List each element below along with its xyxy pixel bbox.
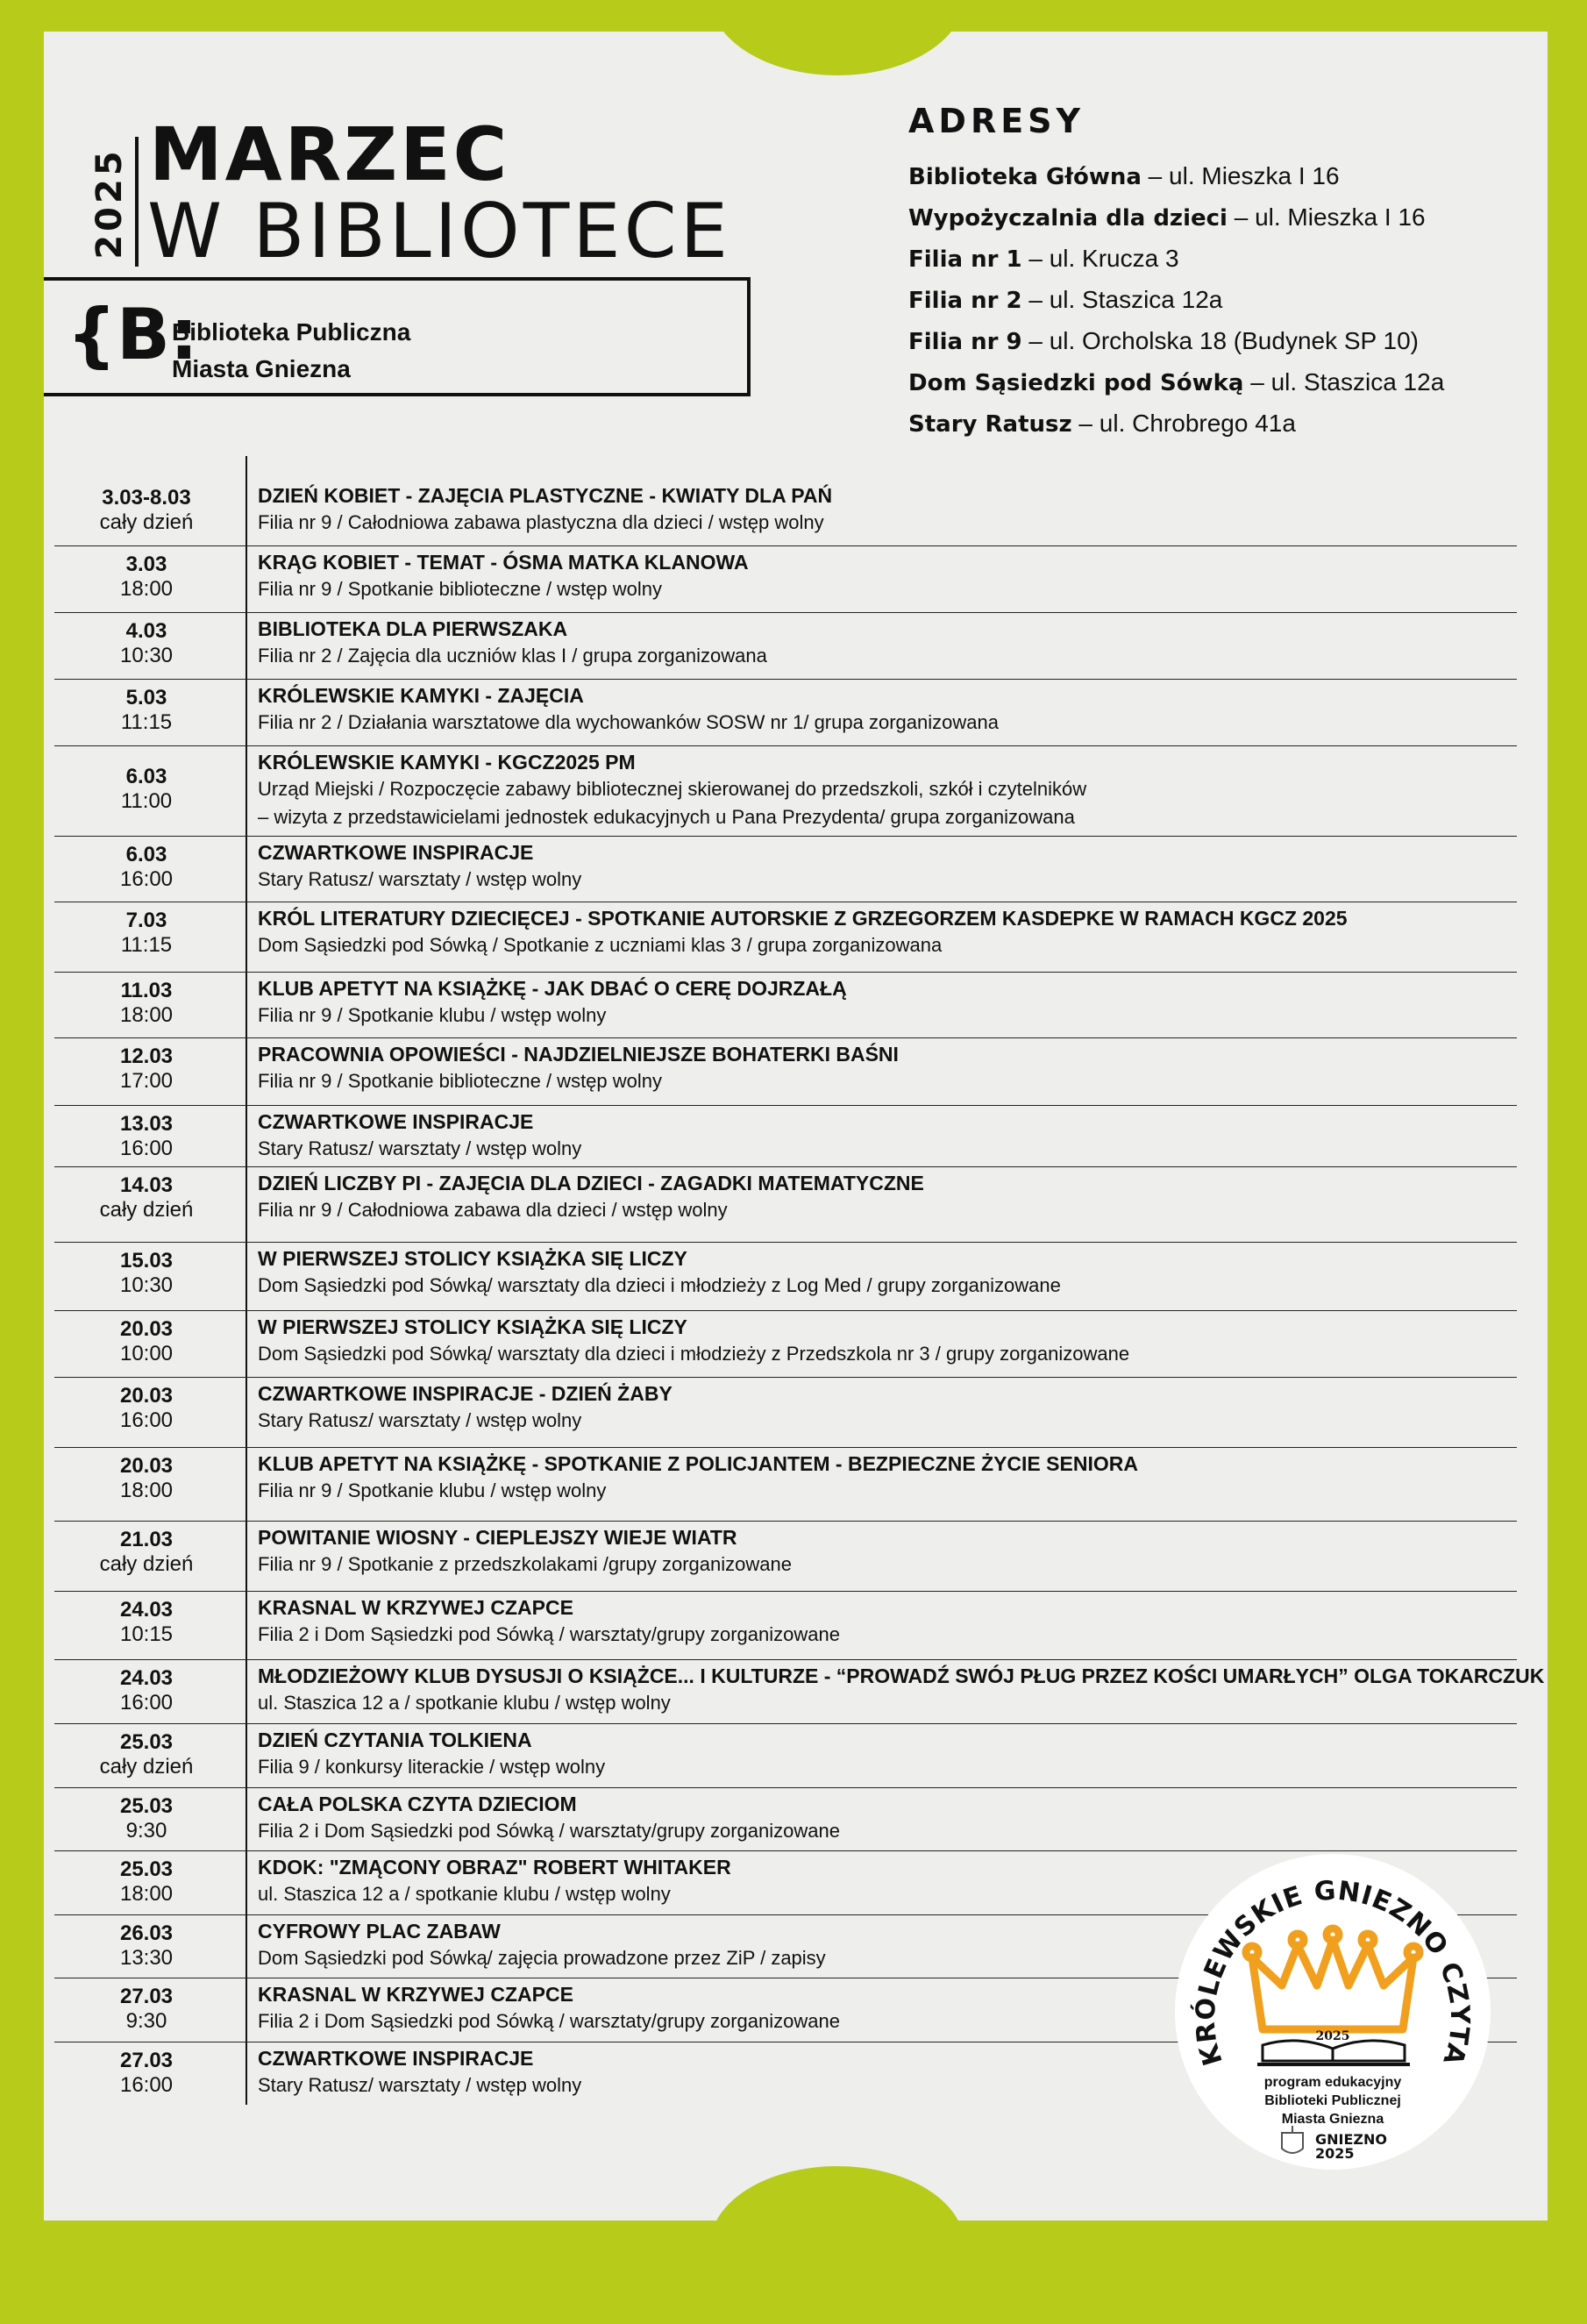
event-description: Filia nr 9 / Spotkanie klubu / wstęp wolny (258, 1004, 607, 1026)
address-street: – ul. Chrobrego 41a (1071, 410, 1296, 437)
event-description: Urząd Miejski / Rozpoczęcie zabawy bibliotecznej skierowanej do przedszkoli, szkół i czytelników (258, 778, 1087, 800)
event-date: 4.03 (125, 619, 167, 643)
event-title: CZWARTKOWE INSPIRACJE (258, 841, 534, 864)
event-title: KDOK: "ZMĄCONY OBRAZ" ROBERT WHITAKER (258, 1856, 731, 1878)
event-date-block (54, 686, 238, 735)
event-title: BIBLIOTEKA DLA PIERWSZAKA (258, 617, 568, 640)
event-title: W PIERWSZEJ STOLICY KSIĄŻKA SIĘ LICZY (258, 1247, 687, 1270)
library-logo-box (44, 277, 751, 396)
event-time: 16:00 (119, 867, 174, 891)
event-row (54, 1528, 1517, 1592)
event-date: 26.03 (119, 1921, 174, 1945)
event-time: 16:00 (119, 1137, 174, 1160)
address-item (908, 280, 1444, 321)
event-description: ul. Staszica 12 a / spotkanie klubu / wstęp wolny (258, 1692, 671, 1714)
event-date-block (54, 765, 238, 814)
event-time: 18:00 (119, 1003, 174, 1027)
event-date: 25.03 (119, 1857, 174, 1881)
address-item (908, 362, 1444, 403)
event-description: Filia nr 9 / Całodniowa zabawa dla dzieci / wstęp wolny (258, 1199, 728, 1221)
event-time: 9:30 (125, 1819, 167, 1843)
event-title: DZIEŃ KOBIET - ZAJĘCIA PLASTYCZNE - KWIATY DLA PAŃ (258, 484, 833, 507)
event-row (54, 1730, 1517, 1788)
event-date-block (54, 1528, 238, 1577)
address-location-name: Filia nr 2 (908, 288, 1022, 314)
open-book-icon (1257, 2041, 1410, 2064)
event-time: 18:00 (119, 1882, 174, 1906)
event-time: cały dzień (99, 510, 194, 534)
address-street: – ul. Orcholska 18 (Budynek SP 10) (1021, 327, 1419, 354)
event-row (54, 1454, 1517, 1522)
event-info (258, 1854, 731, 1908)
event-date: 25.03 (119, 1794, 174, 1818)
address-street: – ul. Staszica 12a (1243, 368, 1445, 396)
event-info (258, 1594, 840, 1649)
event-date: 13.03 (119, 1112, 174, 1136)
event-date-block (54, 619, 238, 668)
event-date-block (54, 1044, 238, 1094)
event-date: 14.03 (119, 1173, 174, 1197)
address-item (908, 403, 1444, 445)
badge-year: 2025 (1315, 2029, 1350, 2043)
event-date: 15.03 (119, 1249, 174, 1272)
event-date-block (54, 1173, 238, 1223)
event-row (54, 1665, 1545, 1724)
event-time: cały dzień (99, 1755, 194, 1779)
coat-of-arms-icon (1282, 2126, 1303, 2153)
address-item (908, 239, 1444, 280)
address-location-name: Biblioteka Główna (908, 164, 1142, 190)
badge-arc-text: KRÓLEWSKIE GNIEZNO CZYTA (1190, 1875, 1476, 2070)
event-date: 24.03 (119, 1598, 174, 1622)
event-info (258, 1245, 1061, 1300)
event-date-block (54, 909, 238, 958)
event-row (54, 1044, 1517, 1106)
event-description: Dom Sąsiedzki pod Sówką/ warsztaty dla dzieci i młodzieży z Log Med / grupy zorganizowane (258, 1274, 1061, 1296)
badge-program-line1: program edukacyjny (1263, 2075, 1402, 2090)
event-date-block (54, 1921, 238, 1971)
event-title: W PIERWSZEJ STOLICY KSIĄŻKA SIĘ LICZY (258, 1315, 687, 1338)
event-title: KRASNAL W KRZYWEJ CZAPCE (258, 1983, 573, 2006)
event-time: cały dzień (99, 1552, 194, 1576)
event-description: ul. Staszica 12 a / spotkanie klubu / wstęp wolny (258, 1883, 671, 1905)
event-time: 11:15 (120, 933, 173, 957)
event-time: 10:15 (119, 1622, 174, 1646)
event-row (54, 686, 1517, 746)
year-divider (135, 137, 139, 267)
event-row (54, 619, 1517, 680)
bottom-notch (710, 2166, 964, 2324)
event-title: KRÓL LITERATURY DZIECIĘCEJ - SPOTKANIE AUTORSKIE Z GRZEGORZEM KASDEPKE W RAMACH KGCZ 2025 (258, 907, 1348, 930)
event-info (258, 1170, 924, 1224)
badge-program-line2: Biblioteki Publicznej (1264, 2093, 1401, 2108)
event-info (258, 1380, 673, 1435)
event-description: Dom Sąsiedzki pod Sówką / Spotkanie z uczniami klas 3 / grupa zorganizowana (258, 934, 943, 956)
event-date-block (54, 1730, 238, 1779)
crown-icon (1246, 1928, 1420, 2029)
event-title: CYFROWY PLAC ZABAW (258, 1920, 501, 1943)
event-row (54, 1112, 1517, 1167)
address-location-name: Dom Sąsiedzki pod Sówką (908, 370, 1244, 396)
addresses-list (908, 156, 1444, 445)
event-date-block (54, 843, 238, 892)
event-info (258, 1451, 1138, 1505)
event-description: Filia nr 9 / Spotkanie biblioteczne / wstęp wolny (258, 1070, 663, 1092)
event-date: 21.03 (119, 1528, 174, 1551)
event-date: 7.03 (125, 909, 167, 932)
address-item (908, 156, 1444, 197)
address-street: – ul. Mieszka I 16 (1227, 203, 1426, 231)
event-description: Filia 9 / konkursy literackie / wstęp wolny (258, 1756, 606, 1778)
event-date-block (54, 1317, 238, 1366)
event-title: KRÓLEWSKIE KAMYKI - KGCZ2025 PM (258, 751, 636, 773)
event-row (54, 979, 1517, 1038)
event-title: KRASNAL W KRZYWEJ CZAPCE (258, 1596, 573, 1619)
event-time: 13:30 (119, 1946, 174, 1970)
event-date: 25.03 (119, 1730, 174, 1754)
event-date: 27.03 (119, 1985, 174, 2008)
event-date: 24.03 (119, 1666, 174, 1690)
event-time: 16:00 (119, 1691, 174, 1714)
event-time: cały dzień (99, 1198, 194, 1222)
event-date: 6.03 (125, 765, 167, 788)
event-row (54, 1598, 1517, 1660)
page-title-line1: MARZEC (149, 111, 510, 197)
event-date-block (54, 1384, 238, 1433)
event-time: 18:00 (119, 577, 174, 601)
event-description: Stary Ratusz/ warsztaty / wstęp wolny (258, 1137, 582, 1159)
event-row (54, 486, 1517, 546)
event-title: KLUB APETYT NA KSIĄŻKĘ - SPOTKANIE Z POLICJANTEM - BEZPIECZNE ŻYCIE SENIORA (258, 1452, 1138, 1475)
event-description: Stary Ratusz/ warsztaty / wstęp wolny (258, 2074, 582, 2096)
event-row (54, 909, 1517, 973)
event-date-block (54, 1454, 238, 1503)
event-description: Filia nr 9 / Spotkanie klubu / wstęp wolny (258, 1479, 607, 1501)
event-title: KRÓLEWSKIE KAMYKI - ZAJĘCIA (258, 684, 584, 707)
address-item (908, 321, 1444, 362)
event-title: CAŁA POLSKA CZYTA DZIECIOM (258, 1793, 577, 1815)
reading-program-badge (1175, 1854, 1491, 2170)
event-title: DZIEŃ LICZBY PI - ZAJĘCIA DLA DZIECI - ZAGADKI MATEMATYCZNE (258, 1172, 924, 1194)
event-date: 20.03 (119, 1384, 174, 1408)
event-date-block (54, 2049, 238, 2098)
event-date-block (54, 486, 238, 535)
event-title: KRĄG KOBIET - TEMAT - ÓSMA MATKA KLANOWA (258, 551, 749, 574)
event-info (258, 975, 847, 1030)
badge-city-line1: GNIEZNO (1315, 2131, 1387, 2148)
event-info (258, 1918, 826, 1972)
event-title: KLUB APETYT NA KSIĄŻKĘ - JAK DBAĆ O CERĘ DOJRZAŁĄ (258, 977, 847, 1000)
event-info (258, 1041, 899, 1095)
event-title: MŁODZIEŻOWY KLUB DYSUSJI O KSIĄŻCE... I KULTURZE - “PROWADŹ SWÓJ PŁUG PRZEZ KOŚCI UMARŁYCH” OLGA TOKARCZUK (258, 1665, 1545, 1687)
event-info (258, 1314, 1129, 1368)
library-name-line1: Biblioteka Publiczna (172, 318, 411, 346)
event-description: Filia 2 i Dom Sąsiedzki pod Sówką / warsztaty/grupy zorganizowane (258, 1820, 840, 1842)
event-info (258, 2045, 581, 2099)
event-info (258, 1791, 840, 1845)
event-description: Filia 2 i Dom Sąsiedzki pod Sówką / warsztaty/grupy zorganizowane (258, 2010, 840, 2032)
event-time: 10:00 (119, 1342, 174, 1365)
event-time: 16:00 (119, 2073, 174, 2097)
poster-page (44, 32, 1548, 2221)
event-description: Filia nr 9 / Całodniowa zabawa plastyczna dla dzieci / wstęp wolny (258, 511, 824, 533)
event-info (258, 1663, 1544, 1717)
badge-program-line3: Miasta Gniezna (1281, 2112, 1384, 2127)
event-time: 11:15 (120, 710, 173, 734)
event-info (258, 1109, 581, 1163)
event-row (54, 1173, 1517, 1243)
event-description: Stary Ratusz/ warsztaty / wstęp wolny (258, 1409, 582, 1431)
event-time: 9:30 (125, 2009, 167, 2033)
event-title: CZWARTKOWE INSPIRACJE - DZIEŃ ŻABY (258, 1382, 673, 1405)
event-row (54, 1317, 1517, 1378)
event-date: 12.03 (119, 1044, 174, 1068)
address-location-name: Filia nr 9 (908, 329, 1022, 355)
addresses-section (908, 102, 1444, 445)
event-info (258, 682, 999, 737)
address-location-name: Wypożyczalnia dla dzieci (908, 205, 1228, 232)
event-title: DZIEŃ CZYTANIA TOLKIENA (258, 1729, 532, 1751)
event-description: Filia nr 9 / Spotkanie z przedszkolakami /grupy zorganizowane (258, 1553, 792, 1575)
event-row (54, 1384, 1517, 1448)
event-date-block (54, 1249, 238, 1298)
address-street: – ul. Mieszka I 16 (1141, 162, 1340, 189)
event-info (258, 1524, 792, 1579)
event-row (54, 1249, 1517, 1311)
badge-program-text (1175, 2073, 1491, 2128)
event-date: 11.03 (120, 979, 173, 1002)
event-date-block (54, 979, 238, 1028)
event-info (258, 1727, 605, 1781)
event-info (258, 549, 749, 603)
event-date: 3.03 (125, 552, 167, 576)
address-street: – ul. Staszica 12a (1021, 286, 1223, 313)
event-row (54, 1794, 1517, 1851)
event-info (258, 616, 767, 670)
event-date: 27.03 (119, 2049, 174, 2072)
event-description: Stary Ratusz/ warsztaty / wstęp wolny (258, 868, 582, 890)
library-logo-icon: {B: (67, 294, 198, 375)
event-date-block (54, 1598, 238, 1647)
event-date-block (54, 552, 238, 602)
event-description: Filia nr 2 / Zajęcia dla uczniów klas I / grupa zorganizowana (258, 645, 767, 667)
event-description: Filia 2 i Dom Sąsiedzki pod Sówką / warsztaty/grupy zorganizowane (258, 1623, 840, 1645)
event-date-block (54, 1794, 238, 1843)
event-time: 16:00 (119, 1408, 174, 1432)
event-title: CZWARTKOWE INSPIRACJE (258, 2047, 534, 2070)
event-time: 17:00 (119, 1069, 174, 1093)
event-date: 20.03 (119, 1454, 174, 1478)
event-description: – wizyta z przedstawicielami jednostek edukacyjnych u Pana Prezydenta/ grupa zorganizowana (258, 806, 1075, 828)
event-time: 11:00 (120, 789, 173, 813)
event-title: CZWARTKOWE INSPIRACJE (258, 1110, 534, 1133)
event-date: 3.03-8.03 (102, 486, 191, 510)
event-date-block (54, 1666, 238, 1715)
event-description: Filia nr 9 / Spotkanie biblioteczne / wstęp wolny (258, 578, 663, 600)
event-row (54, 752, 1517, 837)
event-time: 10:30 (119, 644, 174, 667)
library-name (172, 314, 410, 388)
event-time: 18:00 (119, 1479, 174, 1502)
event-info (258, 905, 1348, 959)
event-description: Dom Sąsiedzki pod Sówką/ warsztaty dla dzieci i młodzieży z Przedszkola nr 3 / grupy zorganizowane (258, 1343, 1130, 1365)
addresses-title: ADRESY (908, 102, 1085, 140)
top-notch (710, 0, 964, 75)
event-date: 5.03 (125, 686, 167, 709)
page-title-line2: W BIBLIOTECE (147, 188, 731, 275)
event-description: Dom Sąsiedzki pod Sówką/ zajęcia prowadzone przez ZiP / zapisy (258, 1947, 826, 1969)
event-info (258, 482, 832, 537)
event-description: Filia nr 2 / Działania warsztatowe dla wychowanków SOSW nr 1/ grupa zorganizowana (258, 711, 999, 733)
library-name-line2: Miasta Gniezna (172, 355, 351, 382)
event-info (258, 839, 581, 894)
address-street: – ul. Krucza 3 (1021, 245, 1179, 272)
event-title: POWITANIE WIOSNY - CIEPLEJSZY WIEJE WIATR (258, 1526, 737, 1549)
event-row (54, 552, 1517, 613)
event-date-block (54, 1112, 238, 1161)
event-date-block (54, 1857, 238, 1907)
event-title: PRACOWNIA OPOWIEŚCI - NAJDZIELNIEJSZE BOHATERKI BAŚNI (258, 1043, 899, 1066)
badge-city-line2: 2025 (1315, 2145, 1355, 2162)
badge-city-logo (1315, 2133, 1387, 2161)
year-label: 2025 (89, 147, 130, 260)
event-date-block (54, 1985, 238, 2034)
event-info (258, 749, 1086, 831)
address-location-name: Stary Ratusz (908, 411, 1072, 438)
event-time: 10:30 (119, 1273, 174, 1297)
event-row (54, 843, 1517, 902)
address-item (908, 197, 1444, 239)
event-date: 20.03 (119, 1317, 174, 1341)
event-info (258, 1981, 840, 2035)
address-location-name: Filia nr 1 (908, 246, 1022, 273)
event-date: 6.03 (125, 843, 167, 866)
